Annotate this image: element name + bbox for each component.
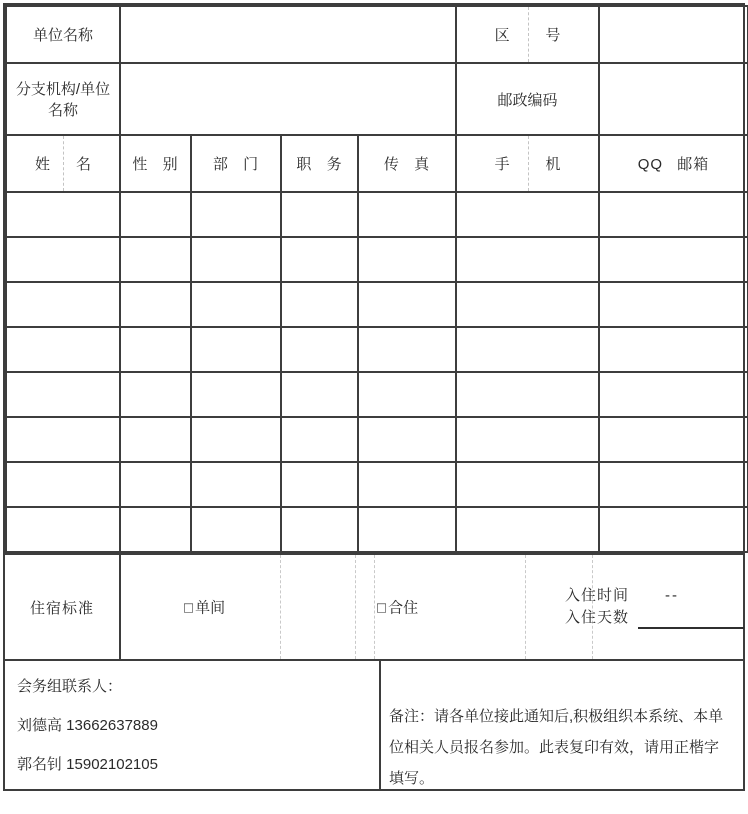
remarks-cell: 备注：请各单位接此通知后,积极组织本系统、本单位相关人员报名参加。此表复印有效，请用正楷字填写。 [389, 708, 724, 787]
roster-blank-row [6, 327, 748, 372]
roster-header-row [6, 135, 748, 192]
roster-empty-cell [281, 372, 358, 417]
branch-name-value-cell [120, 63, 456, 135]
roster-empty-cell [281, 282, 358, 327]
roster-empty-cell [358, 282, 456, 327]
roster-empty-cell [358, 462, 456, 507]
dashed-guide-line [525, 555, 526, 659]
roster-empty-cell [191, 327, 281, 372]
lodging-options-area [121, 555, 743, 659]
roster-empty-cell [120, 282, 191, 327]
contacts-title: 会务组联系人： [17, 678, 123, 695]
header-department-label: 部 门 [212, 156, 260, 173]
branch-name-label: 分支机构/单位名称 [6, 63, 120, 135]
header-cell-qq-email [599, 135, 748, 192]
roster-empty-cell [191, 507, 281, 552]
roster-blank-row [6, 192, 748, 237]
header-position-label: 职 务 [296, 156, 343, 173]
area-code-value-cell [599, 6, 748, 63]
roster-empty-cell [191, 192, 281, 237]
checkin-days-blank-line [638, 611, 744, 629]
roster-empty-cell [456, 507, 599, 552]
roster-empty-cell [191, 417, 281, 462]
roster-empty-cell [599, 507, 748, 552]
contact-person-2: 郭名钊 15902102105 [17, 756, 158, 773]
roster-empty-cell [281, 237, 358, 282]
roster-empty-cell [599, 462, 748, 507]
header-cell-position [281, 135, 358, 192]
checkin-info-block [565, 585, 747, 629]
roster-empty-cell [358, 327, 456, 372]
roster-empty-cell [191, 282, 281, 327]
roster-empty-cell [456, 327, 599, 372]
roster-empty-cell [120, 417, 191, 462]
roster-empty-cell [599, 417, 748, 462]
area-code-label-left: 区 [494, 27, 510, 44]
roster-empty-cell [281, 417, 358, 462]
option-single-room [184, 597, 225, 618]
roster-empty-cell [191, 462, 281, 507]
roster-empty-cell [6, 192, 120, 237]
dashed-guide-line [355, 555, 356, 659]
roster-blank-row [6, 282, 748, 327]
unit-name-label: 单位名称 [6, 6, 120, 63]
roster-empty-cell [281, 462, 358, 507]
roster-empty-cell [456, 417, 599, 462]
roster-empty-cell [358, 507, 456, 552]
header-cell-fax [358, 135, 456, 192]
checkbox-icon: □ [377, 599, 387, 617]
single-room-label: 单间 [195, 599, 226, 617]
header-cell-department [191, 135, 281, 192]
roster-empty-cell [281, 192, 358, 237]
roster-empty-cell [6, 282, 120, 327]
header-fax-label: 传 真 [383, 156, 431, 173]
roster-empty-cell [6, 417, 120, 462]
header-cell-name [6, 135, 120, 192]
contact-person-1: 刘德高 13662637889 [17, 717, 158, 734]
roster-empty-cell [281, 507, 358, 552]
roster-empty-cell [358, 237, 456, 282]
header-qq-email-label: QQ 邮箱 [637, 156, 710, 173]
roster-empty-cell [6, 462, 120, 507]
header-gender-label: 性 别 [132, 156, 179, 173]
lodging-row [5, 553, 743, 659]
cell-dashed-divider [528, 136, 529, 191]
area-code-label-right: 号 [545, 27, 561, 44]
roster-blank-row [6, 507, 748, 552]
roster-empty-cell [120, 237, 191, 282]
roster-empty-cell [281, 327, 358, 372]
roster-blank-row [6, 462, 748, 507]
postal-code-value-cell [599, 63, 748, 135]
header-name-left: 姓 [34, 156, 50, 173]
roster-empty-cell [120, 327, 191, 372]
registration-form [3, 3, 745, 791]
checkbox-icon: □ [184, 599, 194, 617]
roster-empty-cell [120, 462, 191, 507]
dashed-guide-line [280, 555, 281, 659]
roster-empty-cell [358, 417, 456, 462]
roster-empty-cell [456, 237, 599, 282]
dashed-guide-line [374, 555, 375, 659]
roster-empty-cell [456, 282, 599, 327]
area-code-label-cell [456, 6, 599, 63]
registration-table [5, 5, 748, 553]
postal-code-label: 邮政编码 [456, 63, 599, 135]
cell-dashed-divider [63, 136, 64, 191]
shared-room-label: 合住 [388, 599, 419, 617]
option-shared-room [377, 597, 418, 618]
header-cell-mobile [456, 135, 599, 192]
cell-dashed-divider [528, 7, 529, 62]
header-cell-gender [120, 135, 191, 192]
header-mobile-left: 手 [494, 156, 510, 173]
roster-empty-cell [6, 327, 120, 372]
roster-empty-cell [358, 192, 456, 237]
roster-empty-cell [456, 192, 599, 237]
unit-name-value-cell [120, 6, 456, 63]
checkin-time-value: -- [665, 587, 680, 604]
roster-empty-cell [120, 372, 191, 417]
roster-empty-cell [6, 372, 120, 417]
roster-blank-row [6, 372, 748, 417]
roster-blank-row [6, 237, 748, 282]
roster-empty-cell [599, 372, 748, 417]
roster-empty-cell [599, 327, 748, 372]
roster-empty-cell [6, 237, 120, 282]
checkin-time-label: 入住时间 [565, 587, 630, 604]
roster-empty-cell [599, 192, 748, 237]
roster-empty-cell [599, 282, 748, 327]
header-name-right: 名 [75, 156, 91, 173]
roster-blank-row [6, 417, 748, 462]
contacts-cell [5, 661, 381, 789]
roster-empty-cell [456, 462, 599, 507]
checkin-days-label: 入住天数 [565, 609, 630, 626]
header-mobile-right: 机 [545, 156, 561, 173]
lodging-standard-label: 住宿标准 [5, 555, 121, 659]
roster-empty-cell [599, 237, 748, 282]
roster-empty-cell [358, 372, 456, 417]
roster-empty-cell [191, 372, 281, 417]
unit-name-row [6, 6, 748, 63]
footer-row [5, 659, 743, 789]
roster-empty-cell [120, 507, 191, 552]
roster-empty-cell [120, 192, 191, 237]
roster-empty-cell [191, 237, 281, 282]
roster-empty-cell [6, 507, 120, 552]
branch-name-row [6, 63, 748, 135]
roster-empty-cell [456, 372, 599, 417]
